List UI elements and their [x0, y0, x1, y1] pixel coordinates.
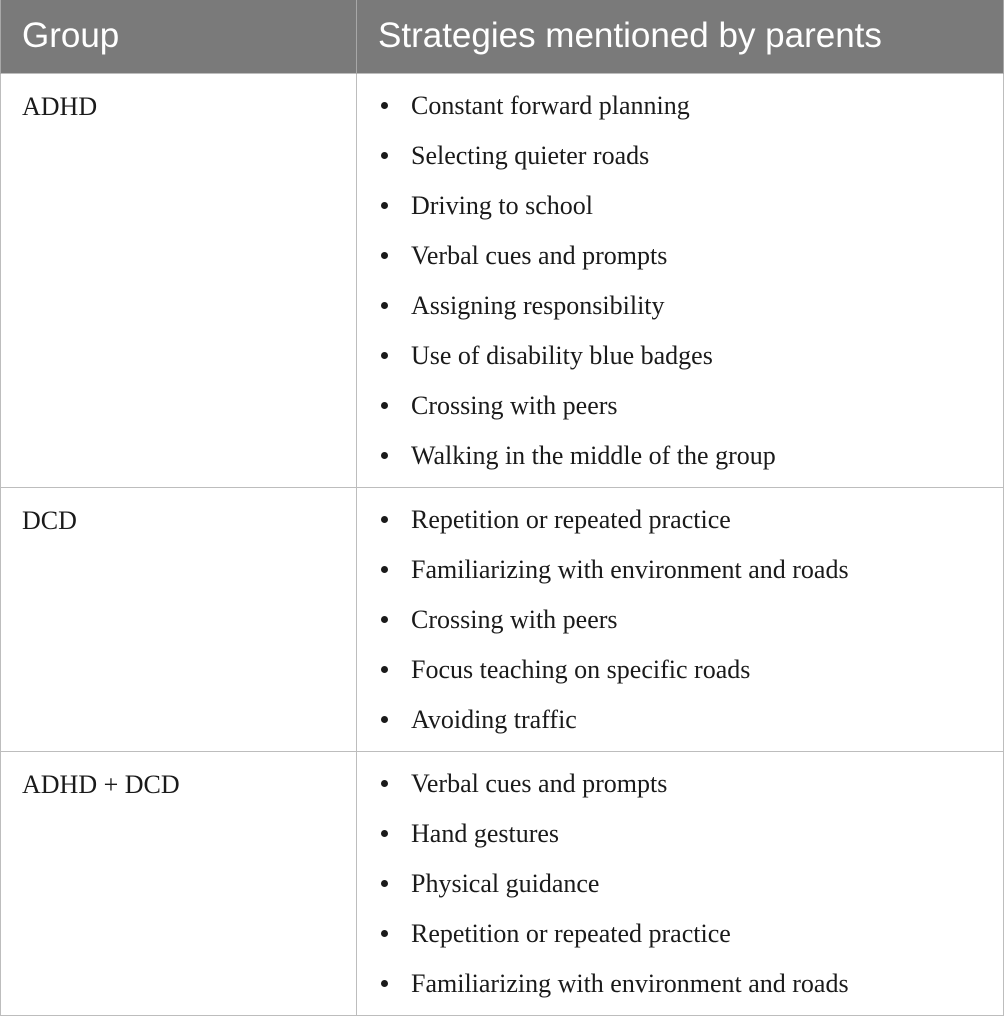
list-item: [357, 287, 1003, 337]
strategies-cell: [357, 73, 1004, 487]
list-item: [357, 765, 1003, 815]
table-row: [1, 73, 1004, 487]
list-item: [357, 551, 1003, 601]
list-item: [357, 137, 1003, 187]
table-header: [1, 0, 1004, 73]
strategy-text: Verbal cues and prompts: [411, 768, 668, 798]
bullet-icon: [381, 352, 388, 359]
strategy-list: [357, 501, 1003, 751]
list-item: [357, 87, 1003, 137]
bullet-icon: [381, 880, 388, 887]
list-item: [357, 865, 1003, 915]
list-item: [357, 651, 1003, 701]
group-cell: DCD: [1, 487, 357, 751]
bullet-icon: [381, 716, 388, 723]
bullet-icon: [381, 516, 388, 523]
list-item: [357, 701, 1003, 751]
bullet-icon: [381, 302, 388, 309]
strategy-text: Use of disability blue badges: [411, 340, 713, 370]
strategy-text: Constant forward planning: [411, 90, 690, 120]
strategy-text: Familiarizing with environment and roads: [411, 554, 849, 584]
strategies-cell: [357, 487, 1004, 751]
list-item: [357, 915, 1003, 965]
strategy-list: [357, 765, 1003, 1015]
bullet-icon: [381, 780, 388, 787]
strategy-list: [357, 87, 1003, 487]
table-row: [1, 487, 1004, 751]
list-item: [357, 337, 1003, 387]
strategy-text: Focus teaching on specific roads: [411, 654, 751, 684]
strategy-text: Crossing with peers: [411, 604, 618, 634]
strategy-text: Crossing with peers: [411, 390, 618, 420]
strategy-text: Verbal cues and prompts: [411, 240, 668, 270]
list-item: [357, 501, 1003, 551]
strategy-text: Walking in the middle of the group: [411, 440, 776, 470]
table-row: [1, 751, 1004, 1015]
bullet-icon: [381, 402, 388, 409]
table-body: [1, 73, 1004, 1015]
bullet-icon: [381, 616, 388, 623]
bullet-icon: [381, 980, 388, 987]
strategy-text: Hand gestures: [411, 818, 560, 848]
header-group: Group: [1, 0, 357, 73]
list-item: [357, 237, 1003, 287]
strategy-text: Avoiding traffic: [411, 704, 577, 734]
header-row: [1, 0, 1004, 73]
strategy-text: Repetition or repeated practice: [411, 504, 731, 534]
strategy-text: Physical guidance: [411, 868, 600, 898]
bullet-icon: [381, 152, 388, 159]
strategy-text: Repetition or repeated practice: [411, 918, 731, 948]
bullet-icon: [381, 252, 388, 259]
strategy-text: Familiarizing with environment and roads: [411, 968, 849, 998]
bullet-icon: [381, 202, 388, 209]
bullet-icon: [381, 666, 388, 673]
bullet-icon: [381, 930, 388, 937]
strategy-text: Driving to school: [411, 190, 593, 220]
strategy-text: Selecting quieter roads: [411, 140, 650, 170]
bullet-icon: [381, 102, 388, 109]
list-item: [357, 601, 1003, 651]
list-item: [357, 965, 1003, 1015]
bullet-icon: [381, 830, 388, 837]
header-strategies: Strategies mentioned by parents: [357, 0, 1004, 73]
list-item: [357, 437, 1003, 487]
list-item: [357, 815, 1003, 865]
list-item: [357, 187, 1003, 237]
strategy-text: Assigning responsibility: [411, 290, 665, 320]
bullet-icon: [381, 566, 388, 573]
strategies-cell: [357, 751, 1004, 1015]
group-cell: ADHD + DCD: [1, 751, 357, 1015]
group-cell: ADHD: [1, 73, 357, 487]
bullet-icon: [381, 452, 388, 459]
list-item: [357, 387, 1003, 437]
